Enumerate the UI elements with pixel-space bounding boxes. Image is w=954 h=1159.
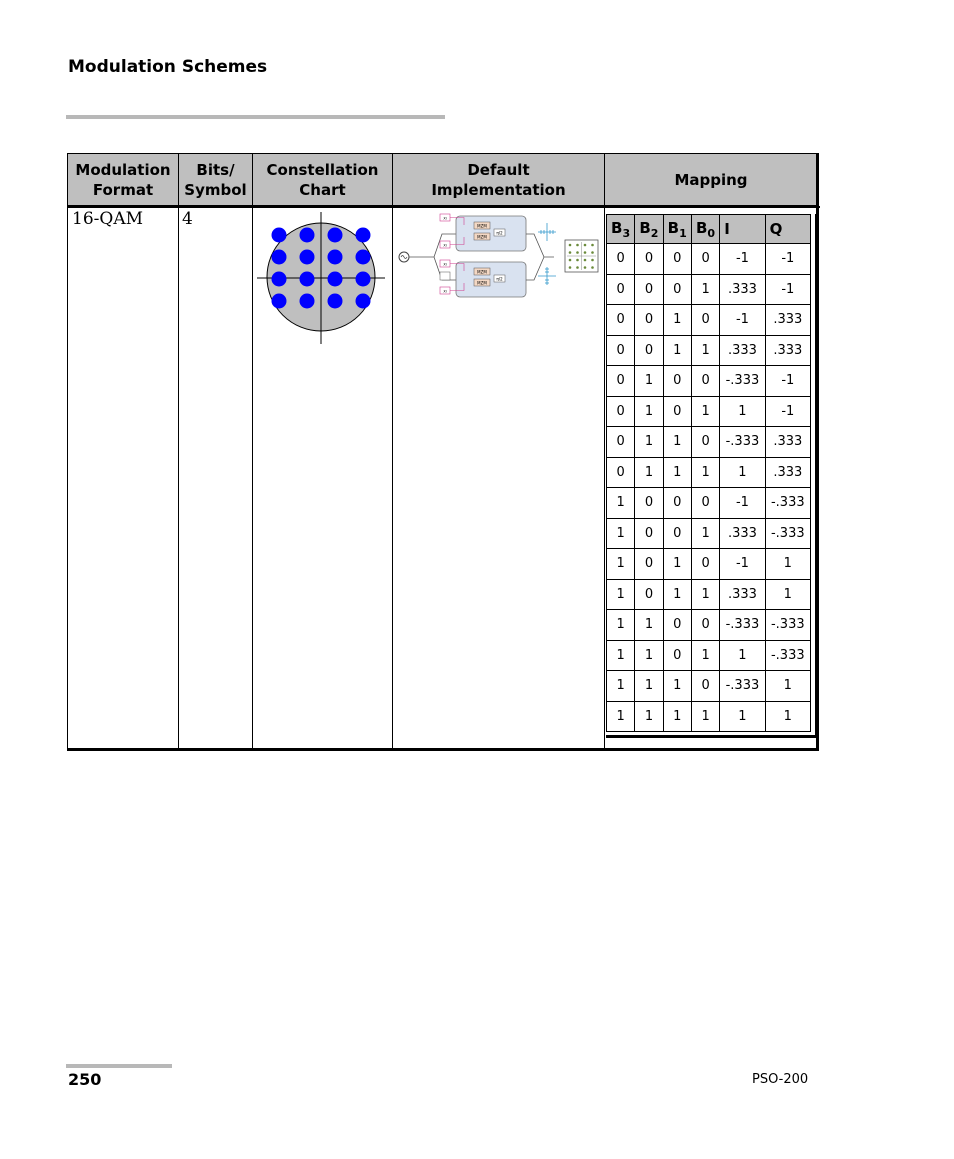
mapping-row — [607, 457, 811, 488]
mapping-row — [607, 610, 811, 641]
header-mapping: Mapping — [605, 154, 817, 206]
mapping-cell: .333 — [720, 579, 765, 610]
header-default-implementation: Default Implementation — [393, 154, 604, 206]
constellation-point — [300, 294, 315, 309]
mapping-cell: 1 — [691, 518, 719, 549]
mapping-cell: -1 — [720, 305, 765, 336]
mapping-cell: 0 — [691, 671, 719, 702]
mapping-cell: -.333 — [765, 518, 810, 549]
mapping-cell: -.333 — [765, 640, 810, 671]
constellation-point — [356, 272, 371, 287]
mapping-cell: 1 — [663, 305, 691, 336]
mapping-body — [607, 244, 811, 732]
mapping-row — [607, 488, 811, 519]
output-constellation-point — [584, 251, 587, 254]
mapping-cell: 1 — [607, 579, 635, 610]
mapping-table-frame — [606, 214, 818, 738]
output-constellation-point — [591, 259, 594, 262]
mapping-row — [607, 396, 811, 427]
mapping-col-b0: $B_0$ — [691, 215, 719, 244]
mapping-cell: 0 — [663, 518, 691, 549]
mapping-cell: .333 — [765, 305, 810, 336]
svg-text:MZM: MZM — [477, 223, 487, 229]
mapping-cell: .333 — [720, 335, 765, 366]
output-constellation-point — [576, 266, 579, 269]
mapping-cell: -1 — [765, 366, 810, 397]
mapping-row — [607, 335, 811, 366]
mapping-cell: 1 — [720, 701, 765, 732]
mapping-cell: -1 — [720, 549, 765, 580]
constellation-point — [300, 250, 315, 265]
mapping-cell: 1 — [720, 396, 765, 427]
mapping-row — [607, 427, 811, 458]
mapping-cell: .333 — [765, 427, 810, 458]
mapping-table — [606, 214, 811, 732]
mapping-row — [607, 518, 811, 549]
mapping-cell: 0 — [607, 427, 635, 458]
constellation-point — [272, 294, 287, 309]
iq-modulator-bottom — [456, 262, 526, 297]
mapping-cell: 1 — [635, 396, 663, 427]
mapping-row — [607, 366, 811, 397]
mapping-cell: 0 — [691, 305, 719, 336]
constellation-point — [272, 272, 287, 287]
mapping-cell: 0 — [635, 274, 663, 305]
mapping-col-q: Q — [765, 215, 810, 244]
iq-modulator-top — [456, 216, 526, 251]
mapping-row — [607, 274, 811, 305]
output-constellation-point — [569, 251, 572, 254]
constellation-chart — [254, 210, 391, 350]
mapping-cell: -.333 — [720, 610, 765, 641]
mapping-cell: 1 — [691, 457, 719, 488]
mapping-cell: 0 — [663, 610, 691, 641]
mapping-cell: 1 — [635, 427, 663, 458]
mapping-cell: -1 — [765, 396, 810, 427]
svg-text:MZM: MZM — [477, 269, 487, 275]
page-number: 250 — [68, 1070, 102, 1089]
mapping-cell: 1 — [691, 579, 719, 610]
mapping-row — [607, 244, 811, 275]
mapping-cell: -1 — [765, 244, 810, 275]
mapping-cell: 1 — [765, 701, 810, 732]
output-constellation-point — [591, 251, 594, 254]
output-constellation-point — [569, 259, 572, 262]
mapping-cell: -.333 — [765, 488, 810, 519]
mapping-cell: 0 — [607, 396, 635, 427]
mapping-row — [607, 305, 811, 336]
mapping-cell: 1 — [691, 701, 719, 732]
table-shadow-bottom — [67, 748, 819, 751]
mapping-cell: 1 — [691, 396, 719, 427]
format-value: 16-QAM — [72, 209, 143, 229]
mapping-cell: 0 — [663, 274, 691, 305]
top-rule — [66, 115, 445, 119]
mapping-cell: 0 — [691, 366, 719, 397]
mapping-cell: 0 — [635, 579, 663, 610]
output-constellation-point — [569, 244, 572, 247]
mapping-cell: 0 — [635, 335, 663, 366]
output-constellation-point — [576, 251, 579, 254]
svg-text:Xi: Xi — [443, 289, 447, 294]
mapping-cell: 1 — [607, 640, 635, 671]
mapping-cell: 0 — [663, 244, 691, 275]
section-title: Modulation Schemes — [68, 57, 268, 77]
constellation-point — [272, 250, 287, 265]
mapping-cell: -.333 — [720, 427, 765, 458]
mapping-row — [607, 701, 811, 732]
svg-text:Xi: Xi — [443, 262, 447, 267]
output-constellation-point — [584, 244, 587, 247]
mapping-cell: 0 — [635, 305, 663, 336]
column-divider — [392, 154, 393, 751]
svg-text:Xi: Xi — [443, 216, 447, 221]
constellation-point — [300, 272, 315, 287]
mapping-cell: 1 — [663, 671, 691, 702]
constellation-point — [328, 294, 343, 309]
mapping-cell: .333 — [765, 457, 810, 488]
mapping-cell: 1 — [720, 640, 765, 671]
mapping-cell: 0 — [663, 640, 691, 671]
product-name: PSO-200 — [752, 1072, 809, 1087]
mapping-cell: 1 — [691, 274, 719, 305]
mapping-cell: 1 — [663, 579, 691, 610]
mapping-cell: 1 — [663, 549, 691, 580]
constellation-point — [300, 228, 315, 243]
mapping-cell: 0 — [691, 488, 719, 519]
mapping-cell: 1 — [635, 457, 663, 488]
mapping-cell: -.333 — [765, 610, 810, 641]
mapping-col-i: I — [720, 215, 765, 244]
mapping-cell: -.333 — [720, 671, 765, 702]
mapping-cell: -1 — [765, 274, 810, 305]
mapping-cell: -1 — [720, 244, 765, 275]
mapping-cell: 0 — [691, 549, 719, 580]
mapping-cell: .333 — [720, 518, 765, 549]
mapping-cell: 1 — [765, 549, 810, 580]
header-divider — [68, 206, 820, 208]
mapping-cell: 0 — [691, 427, 719, 458]
svg-text:π/2: π/2 — [496, 230, 503, 236]
mapping-row — [607, 549, 811, 580]
mapping-cell: 0 — [607, 366, 635, 397]
mapping-row — [607, 671, 811, 702]
mapping-cell: .333 — [720, 274, 765, 305]
mapping-cell: 1 — [635, 701, 663, 732]
mapping-cell: 0 — [663, 396, 691, 427]
mapping-cell: 1 — [691, 640, 719, 671]
mapping-cell: 0 — [607, 457, 635, 488]
mapping-cell: 1 — [765, 579, 810, 610]
column-divider — [604, 154, 605, 751]
mapping-cell: 0 — [663, 488, 691, 519]
i-constellation-icon — [538, 223, 556, 241]
constellation-point — [328, 272, 343, 287]
mapping-cell: 1 — [663, 457, 691, 488]
mapping-cell: 0 — [663, 366, 691, 397]
mapping-cell: 1 — [635, 610, 663, 641]
header-modulation-format: Modulation Format — [68, 154, 178, 206]
mapping-cell: 0 — [607, 305, 635, 336]
mapping-col-b1: $B_1$ — [663, 215, 691, 244]
header-bits-symbol: Bits/ Symbol — [179, 154, 252, 206]
mapping-cell: 1 — [635, 671, 663, 702]
mapping-cell: 0 — [691, 244, 719, 275]
svg-text:MZM: MZM — [477, 280, 487, 286]
mapping-cell: 1 — [720, 457, 765, 488]
mapping-col-b3: $B_3$ — [607, 215, 635, 244]
output-constellation-point — [584, 266, 587, 269]
mapping-cell: 0 — [607, 335, 635, 366]
mapping-cell: 1 — [607, 488, 635, 519]
mapping-cell: 1 — [607, 701, 635, 732]
mapping-cell: 1 — [607, 549, 635, 580]
mapping-cell: 0 — [635, 488, 663, 519]
mapping-cell: .333 — [765, 335, 810, 366]
bits-value: 4 — [182, 209, 193, 229]
mapping-cell: 1 — [607, 518, 635, 549]
q-constellation-icon — [538, 267, 556, 285]
mapping-cell: 1 — [691, 335, 719, 366]
table-shadow-right — [816, 153, 819, 751]
svg-text:MZM: MZM — [477, 234, 487, 240]
mapping-cell: 0 — [691, 610, 719, 641]
output-constellation-point — [584, 259, 587, 262]
mapping-cell: 0 — [607, 274, 635, 305]
output-constellation-point — [576, 259, 579, 262]
footer-rule — [66, 1064, 172, 1068]
mapping-cell: 1 — [607, 671, 635, 702]
svg-text:π/2: π/2 — [496, 276, 503, 282]
output-constellation-point — [591, 266, 594, 269]
constellation-point — [356, 250, 371, 265]
svg-text:Xi: Xi — [443, 243, 447, 248]
mapping-cell: 1 — [765, 671, 810, 702]
output-constellation-point — [569, 266, 572, 269]
mapping-cell: 0 — [635, 549, 663, 580]
mapping-col-b2: $B_2$ — [635, 215, 663, 244]
constellation-point — [356, 294, 371, 309]
column-divider — [178, 154, 179, 751]
mapping-cell: 0 — [607, 244, 635, 275]
mapping-cell: 0 — [635, 518, 663, 549]
constellation-point — [356, 228, 371, 243]
column-divider — [252, 154, 253, 751]
mapping-cell: -1 — [720, 488, 765, 519]
mapping-cell: -.333 — [720, 366, 765, 397]
output-constellation-point — [591, 244, 594, 247]
mapping-cell: 1 — [663, 427, 691, 458]
modulation-table — [67, 153, 819, 751]
header-constellation-chart: Constellation Chart — [253, 154, 392, 206]
constellation-point — [328, 250, 343, 265]
constellation-point — [272, 228, 287, 243]
constellation-point — [328, 228, 343, 243]
mapping-cell: 0 — [635, 244, 663, 275]
mapping-cell: 1 — [635, 366, 663, 397]
mapping-row — [607, 640, 811, 671]
mapping-row — [607, 579, 811, 610]
mapping-cell: 1 — [663, 335, 691, 366]
implementation-diagram — [394, 210, 604, 330]
mapping-header-row — [607, 215, 811, 244]
mapping-cell: 1 — [663, 701, 691, 732]
mapping-cell: 1 — [635, 640, 663, 671]
mapping-cell: 1 — [607, 610, 635, 641]
output-constellation-point — [576, 244, 579, 247]
